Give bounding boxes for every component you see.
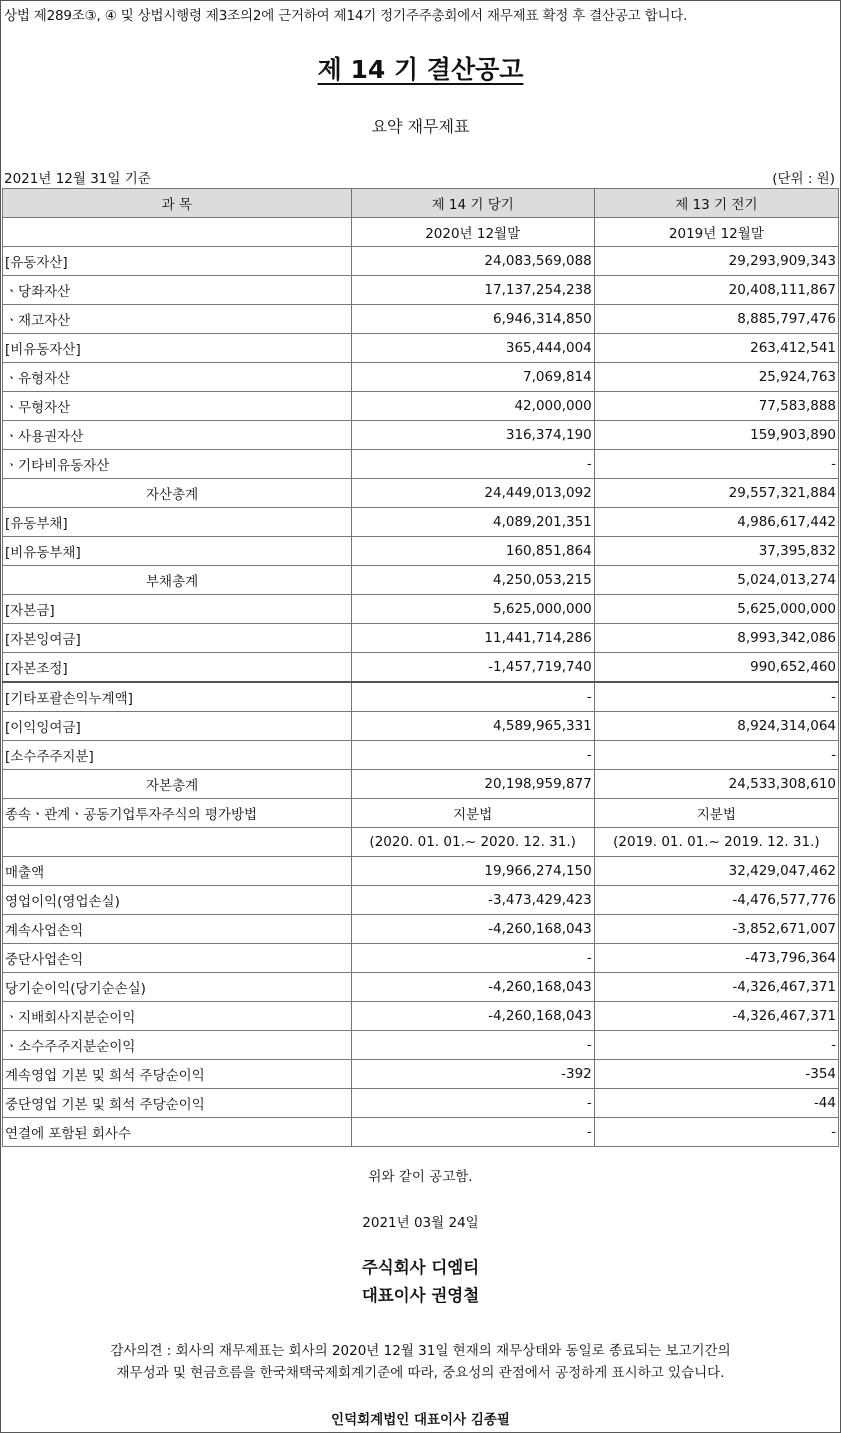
row-label: [유동부채] <box>3 508 352 537</box>
row-value-prior: - <box>594 741 838 770</box>
table-row <box>3 682 839 712</box>
row-label: ㆍ유형자산 <box>3 363 352 392</box>
row-label: [비유동부채] <box>3 537 352 566</box>
row-value-prior: -44 <box>594 1089 838 1118</box>
row-value-current: - <box>351 450 594 479</box>
table-row <box>3 1002 839 1031</box>
row-value-current: 365,444,004 <box>351 334 594 363</box>
table-row <box>3 363 839 392</box>
row-value-prior: 990,652,460 <box>594 653 838 683</box>
method-prior: 지분법 <box>594 799 838 828</box>
row-value-prior: -4,476,577,776 <box>594 886 838 915</box>
table-row <box>3 712 839 741</box>
period-current: (2020. 01. 01.~ 2020. 12. 31.) <box>351 828 594 857</box>
table-row <box>3 1031 839 1060</box>
row-value-current: - <box>351 682 594 712</box>
intro-text: 상법 제289조③, ④ 및 상법시행령 제3조의2에 근거하여 제14기 정기주주총회에서 재무제표 확정 후 결산공고 합니다. <box>4 8 688 24</box>
row-label: 부채총계 <box>3 566 352 595</box>
unit-label: (단위 : 원) <box>772 171 835 187</box>
table-row <box>3 305 839 334</box>
table-row <box>3 653 839 683</box>
header-prior: 제 13 기 전기 <box>594 189 838 218</box>
date-row <box>3 218 839 247</box>
table-row <box>3 1060 839 1089</box>
period-prior: (2019. 01. 01.~ 2019. 12. 31.) <box>594 828 838 857</box>
table-row <box>3 944 839 973</box>
row-value-current: 20,198,959,877 <box>351 770 594 799</box>
table-row <box>3 595 839 624</box>
row-value-prior: -4,326,467,371 <box>594 973 838 1002</box>
date-prior: 2019년 12월말 <box>594 218 838 247</box>
table-row <box>3 508 839 537</box>
table-row <box>3 537 839 566</box>
row-value-prior: 29,293,909,343 <box>594 247 838 276</box>
row-label: [기타포괄손익누계액] <box>3 682 352 712</box>
row-label: [소수주주지분] <box>3 741 352 770</box>
audit-opinion <box>0 1340 841 1384</box>
row-value-prior: 5,625,000,000 <box>594 595 838 624</box>
row-value-prior: 37,395,832 <box>594 537 838 566</box>
table-row <box>3 886 839 915</box>
row-label: 연결에 포함된 회사수 <box>3 1118 352 1147</box>
row-value-prior: -3,852,671,007 <box>594 915 838 944</box>
row-value-current: -4,260,168,043 <box>351 1002 594 1031</box>
row-value-prior: 24,533,308,610 <box>594 770 838 799</box>
row-value-prior: 5,024,013,274 <box>594 566 838 595</box>
ceo-name: 대표이사 권영철 <box>361 1286 480 1305</box>
date-current: 2020년 12월말 <box>351 218 594 247</box>
table-row <box>3 479 839 508</box>
row-value-current: 7,069,814 <box>351 363 594 392</box>
table-row <box>3 566 839 595</box>
row-value-current: 11,441,714,286 <box>351 624 594 653</box>
row-label: 자산총계 <box>3 479 352 508</box>
row-value-current: -4,260,168,043 <box>351 915 594 944</box>
date-row-label <box>3 218 352 247</box>
table-row <box>3 276 839 305</box>
auditor-name: 인덕회계법인 대표이사 김종필 <box>331 1412 510 1428</box>
row-value-prior: 77,583,888 <box>594 392 838 421</box>
row-value-prior: 8,993,342,086 <box>594 624 838 653</box>
header-current: 제 14 기 당기 <box>351 189 594 218</box>
row-value-current: -4,260,168,043 <box>351 973 594 1002</box>
period-row-label <box>3 828 352 857</box>
page-subtitle: 요약 재무제표 <box>371 117 470 136</box>
table-row <box>3 247 839 276</box>
row-value-current: -1,457,719,740 <box>351 653 594 683</box>
table-row <box>3 1118 839 1147</box>
table-row <box>3 450 839 479</box>
table-header-row <box>3 189 839 218</box>
row-label: 계속사업손익 <box>3 915 352 944</box>
method-label: 종속ㆍ관계ㆍ공동기업투자주식의 평가방법 <box>3 799 352 828</box>
row-label: [자본조정] <box>3 653 352 683</box>
row-value-prior: -473,796,364 <box>594 944 838 973</box>
row-label: ㆍ당좌자산 <box>3 276 352 305</box>
row-value-current: 19,966,274,150 <box>351 857 594 886</box>
notice-text: 위와 같이 공고함. <box>368 1169 473 1185</box>
row-label: 중단영업 기본 및 희석 주당순이익 <box>3 1089 352 1118</box>
page-title: 제 14 기 결산공고 <box>317 55 524 84</box>
notice-date: 2021년 03월 24일 <box>362 1215 479 1231</box>
row-label: ㆍ사용권자산 <box>3 421 352 450</box>
row-value-prior: - <box>594 450 838 479</box>
row-value-prior: -354 <box>594 1060 838 1089</box>
row-value-current: - <box>351 1031 594 1060</box>
row-value-prior: 32,429,047,462 <box>594 857 838 886</box>
row-value-prior: 159,903,890 <box>594 421 838 450</box>
row-value-prior: 263,412,541 <box>594 334 838 363</box>
row-value-current: -392 <box>351 1060 594 1089</box>
row-value-prior: 8,924,314,064 <box>594 712 838 741</box>
row-label: ㆍ무형자산 <box>3 392 352 421</box>
row-value-current: 4,089,201,351 <box>351 508 594 537</box>
row-value-current: 24,449,013,092 <box>351 479 594 508</box>
row-value-current: 42,000,000 <box>351 392 594 421</box>
row-value-current: - <box>351 741 594 770</box>
row-value-prior: - <box>594 682 838 712</box>
header-item: 과 목 <box>3 189 352 218</box>
audit-opinion-line1: 감사의견 : 회사의 재무제표는 회사의 2020년 12월 31일 현재의 재무상태와 동일로 종료되는 보고기간의 <box>110 1343 731 1359</box>
row-value-current: 5,625,000,000 <box>351 595 594 624</box>
row-label: 영업이익(영업손실) <box>3 886 352 915</box>
row-value-current: - <box>351 1089 594 1118</box>
row-value-prior: - <box>594 1031 838 1060</box>
table-row <box>3 392 839 421</box>
table-row <box>3 334 839 363</box>
basis-date: 2021년 12월 31일 기준 <box>4 171 151 187</box>
row-value-current: 4,589,965,331 <box>351 712 594 741</box>
row-label: ㆍ지배회사지분순이익 <box>3 1002 352 1031</box>
row-label: 매출액 <box>3 857 352 886</box>
table-row <box>3 624 839 653</box>
row-label: ㆍ기타비유동자산 <box>3 450 352 479</box>
row-value-current: -3,473,429,423 <box>351 886 594 915</box>
period-row <box>3 828 839 857</box>
row-value-current: 316,374,190 <box>351 421 594 450</box>
row-label: [자본잉여금] <box>3 624 352 653</box>
method-current: 지분법 <box>351 799 594 828</box>
table-row <box>3 915 839 944</box>
row-value-prior: 4,986,617,442 <box>594 508 838 537</box>
method-row <box>3 799 839 828</box>
table-row <box>3 741 839 770</box>
row-label: ㆍ소수주주지분순이익 <box>3 1031 352 1060</box>
row-label: [자본금] <box>3 595 352 624</box>
row-label: 중단사업손익 <box>3 944 352 973</box>
table-row <box>3 973 839 1002</box>
table-row <box>3 1089 839 1118</box>
row-value-current: 6,946,314,850 <box>351 305 594 334</box>
table-row <box>3 770 839 799</box>
row-label: 당기순이익(당기순손실) <box>3 973 352 1002</box>
company-name: 주식회사 디엠티 <box>361 1258 480 1277</box>
row-label: [유동자산] <box>3 247 352 276</box>
row-value-prior: 29,557,321,884 <box>594 479 838 508</box>
row-value-current: 17,137,254,238 <box>351 276 594 305</box>
row-value-prior: -4,326,467,371 <box>594 1002 838 1031</box>
table-row <box>3 421 839 450</box>
row-value-prior: 20,408,111,867 <box>594 276 838 305</box>
row-value-prior: 25,924,763 <box>594 363 838 392</box>
row-value-current: - <box>351 1118 594 1147</box>
row-label: 계속영업 기본 및 희석 주당순이익 <box>3 1060 352 1089</box>
table-row <box>3 857 839 886</box>
row-value-current: 24,083,569,088 <box>351 247 594 276</box>
row-value-current: 4,250,053,215 <box>351 566 594 595</box>
row-label: 자본총계 <box>3 770 352 799</box>
row-value-prior: - <box>594 1118 838 1147</box>
row-value-current: 160,851,864 <box>351 537 594 566</box>
row-value-prior: 8,885,797,476 <box>594 305 838 334</box>
row-value-current: - <box>351 944 594 973</box>
financial-statement-table <box>2 188 839 1147</box>
row-label: [비유동자산] <box>3 334 352 363</box>
row-label: [이익잉여금] <box>3 712 352 741</box>
audit-opinion-line2: 재무성과 및 현금흐름을 한국채택국제회계기준에 따라, 중요성의 관점에서 공정하게 표시하고 있습니다. <box>116 1365 725 1381</box>
row-label: ㆍ재고자산 <box>3 305 352 334</box>
